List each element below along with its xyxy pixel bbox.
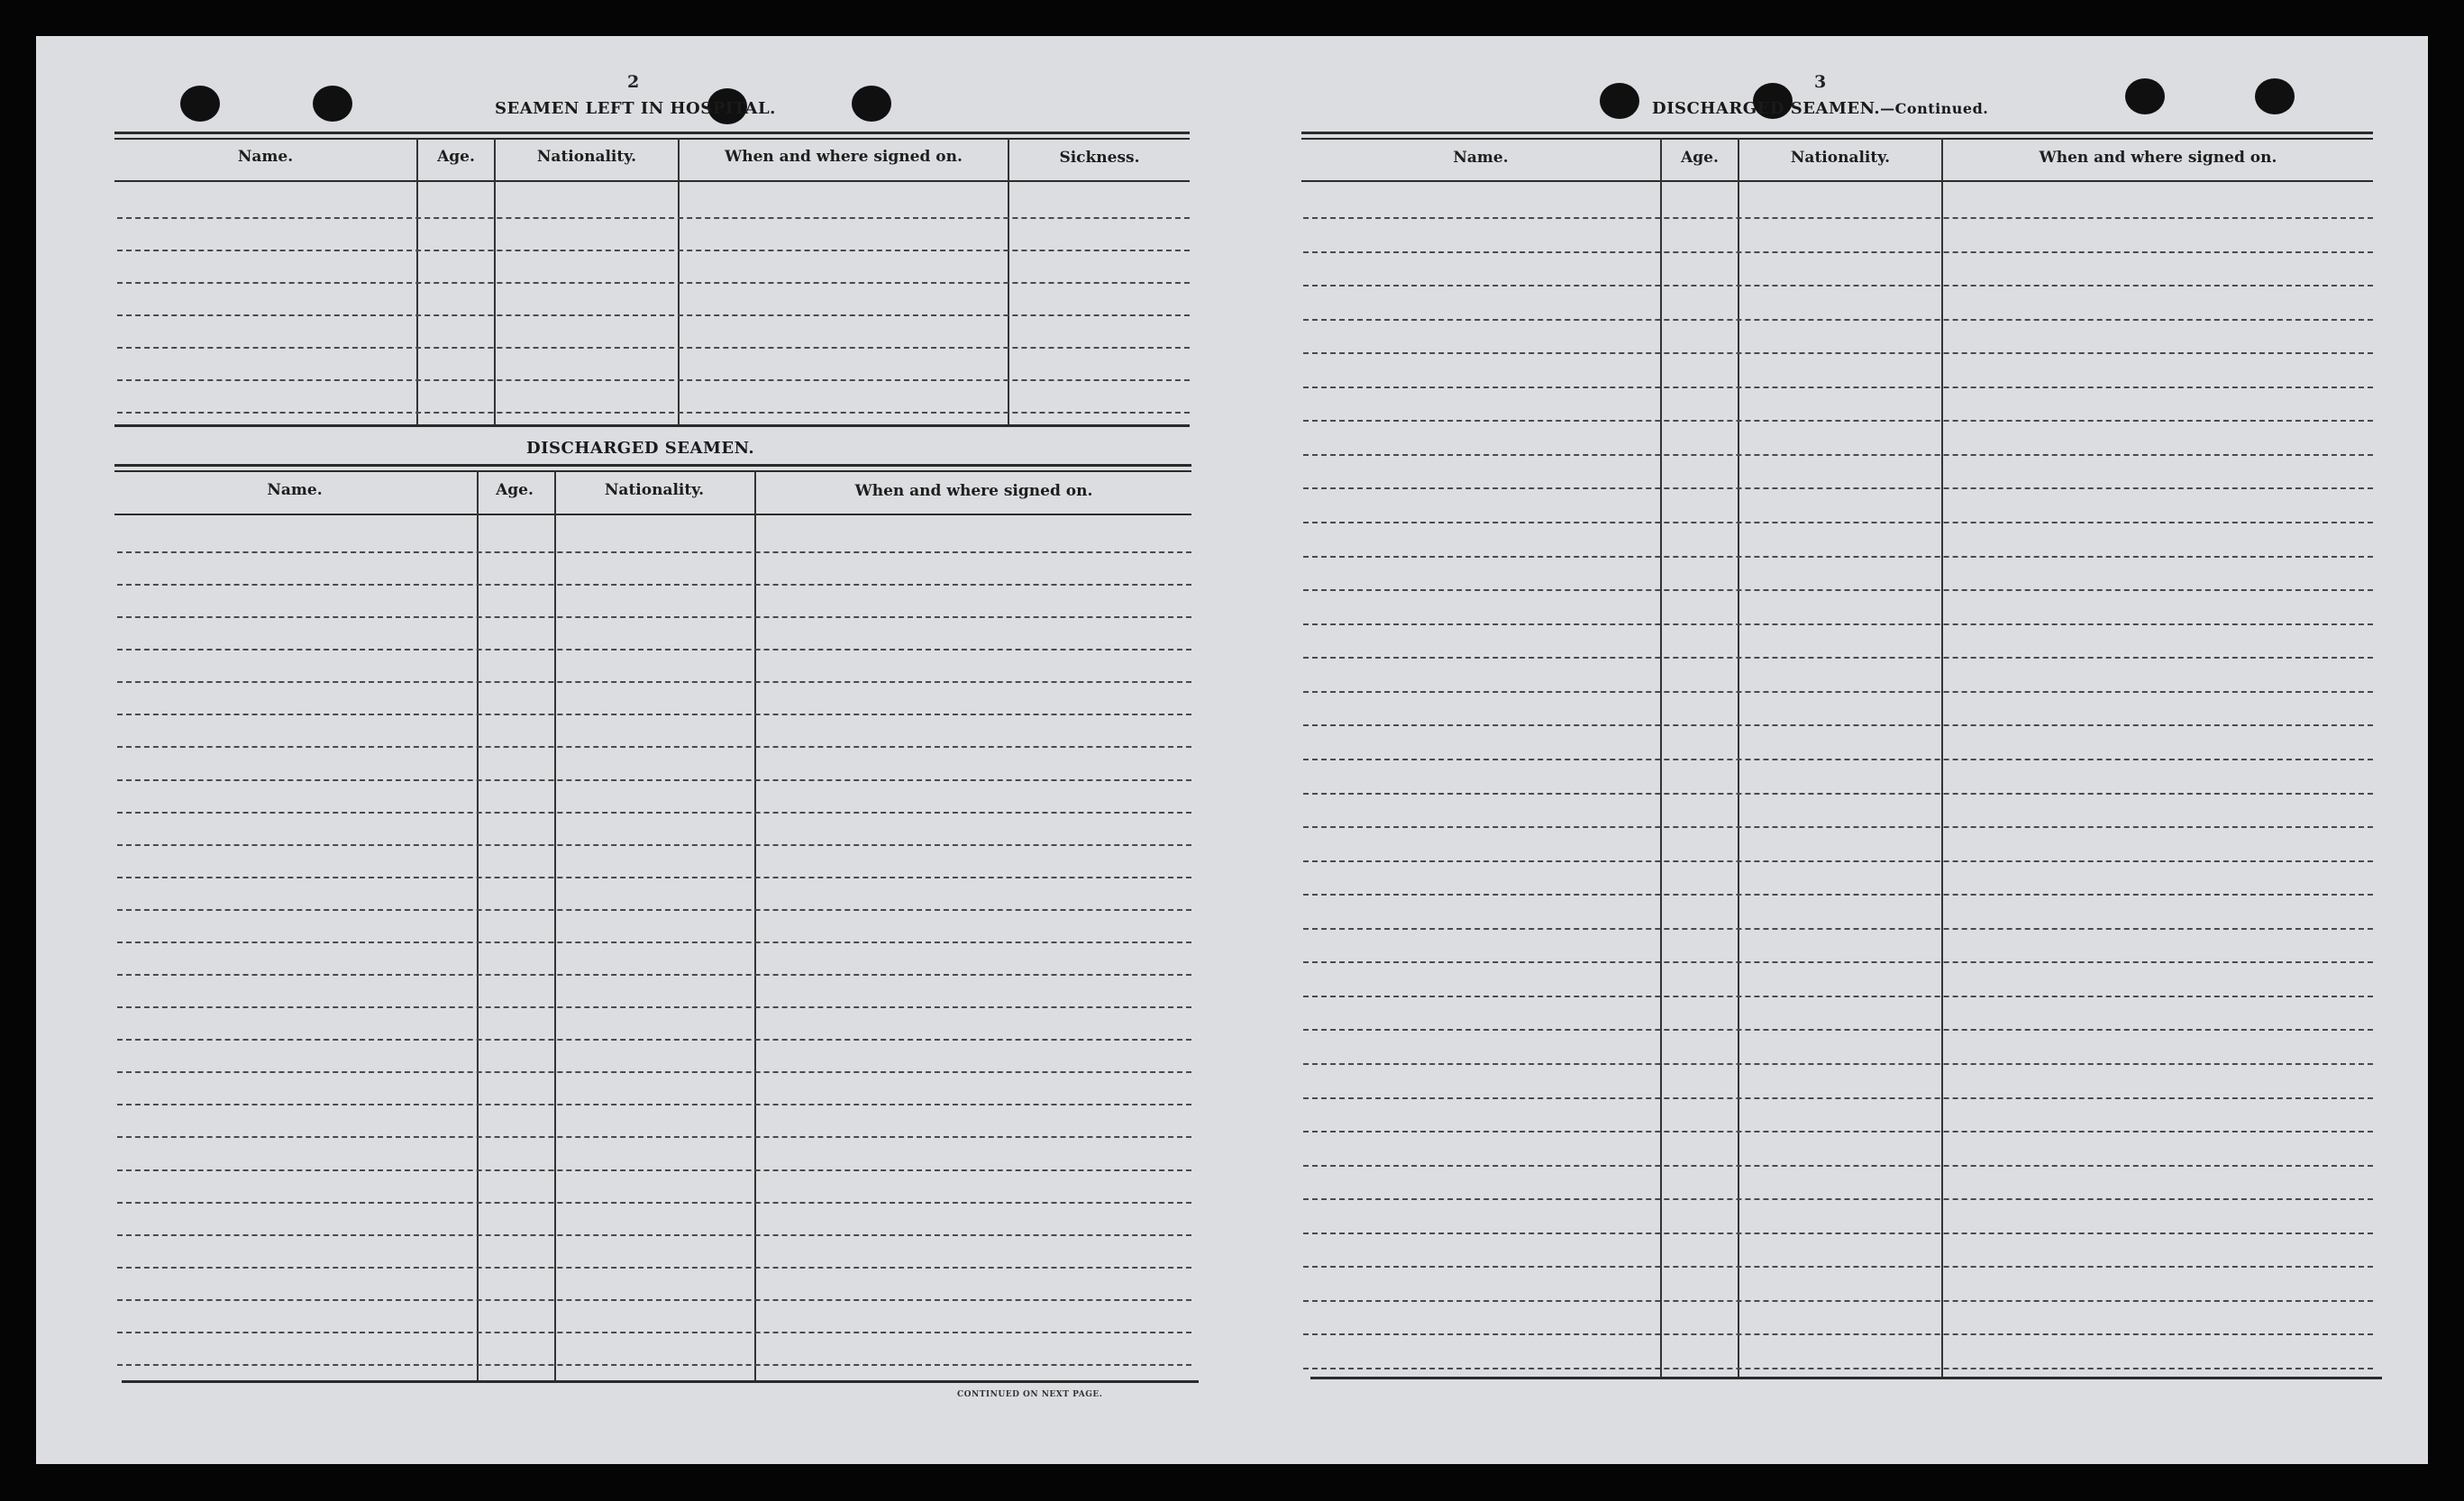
entry-line (117, 1267, 1191, 1269)
right-section-title (1652, 99, 1988, 118)
hospital-top-rule (114, 132, 1190, 134)
hospital-col-divider (1008, 138, 1009, 424)
continued-footer: CONTINUED ON NEXT PAGE. (957, 1390, 1103, 1399)
entry-line (1303, 487, 2373, 489)
entry-line (117, 812, 1191, 814)
entry-line (1303, 522, 2373, 523)
hospital-col-sickness: Sickness. (1059, 149, 1140, 167)
hospital-col-age: Age. (437, 148, 475, 166)
right-col-divider (1660, 138, 1662, 1377)
entry-line (117, 1104, 1191, 1105)
discharged-section-title: DISCHARGED SEAMEN. (526, 439, 755, 458)
right-col-divider (1738, 138, 1739, 1377)
hospital-top-rule-2 (114, 138, 1190, 140)
right-header-rule (1301, 180, 2373, 182)
entry-line (1303, 217, 2373, 219)
entry-line (1303, 724, 2373, 726)
hospital-bottom-rule (114, 424, 1190, 427)
entry-line (1303, 1131, 2373, 1133)
discharged-top-rule-2 (114, 470, 1191, 472)
entry-line (1303, 1300, 2373, 1302)
hospital-header-rule (114, 180, 1190, 182)
entry-line (117, 1136, 1191, 1138)
entry-line (117, 551, 1191, 553)
entry-line (1303, 1198, 2373, 1200)
entry-line (117, 714, 1191, 715)
entry-line (117, 649, 1191, 650)
discharged-top-rule (114, 464, 1191, 467)
hospital-col-nationality: Nationality. (536, 148, 637, 166)
right-title-main: DISCHARGED SEAMEN. (1652, 99, 1881, 118)
entry-line (117, 877, 1191, 878)
right-top-rule-2 (1301, 138, 2373, 140)
right-title-continued: —Continued. (1880, 100, 1989, 117)
punch-hole (852, 86, 891, 122)
entry-line (1303, 387, 2373, 388)
entry-line (117, 1234, 1191, 1236)
entry-line (1303, 1266, 2373, 1268)
entry-line (1303, 319, 2373, 321)
hospital-col-divider (678, 138, 680, 424)
entry-line (1303, 894, 2373, 896)
entry-line (117, 1006, 1191, 1008)
hospital-entry-line (117, 347, 1190, 349)
hospital-entry-line (117, 379, 1190, 381)
right-col-name: Name. (1453, 149, 1509, 167)
right-bottom-rule (1310, 1377, 2382, 1379)
entry-line (117, 779, 1191, 781)
punch-hole (2255, 78, 2295, 114)
discharged-col-divider (554, 470, 556, 1380)
entry-line (1303, 285, 2373, 287)
entry-line (117, 1202, 1191, 1204)
right-page-number: 3 (1814, 72, 1827, 92)
entry-line (1303, 1368, 2373, 1369)
right-col-signed-on: When and where signed on. (2039, 149, 2277, 167)
hospital-col-divider (416, 138, 418, 424)
right-col-divider (1941, 138, 1943, 1377)
discharged-header-rule (114, 514, 1191, 515)
hospital-section-title: SEAMEN LEFT IN HOSPITAL. (495, 99, 776, 118)
hospital-entry-line (117, 217, 1190, 219)
hospital-col-signed-on: When and where signed on. (725, 148, 963, 166)
entry-line (1303, 1233, 2373, 1234)
entry-line (1303, 928, 2373, 930)
right-col-nationality: Nationality. (1790, 149, 1891, 167)
entry-line (1303, 996, 2373, 997)
hospital-entry-line (117, 412, 1190, 414)
entry-line (1303, 1029, 2373, 1031)
discharged-col-name: Name. (267, 481, 323, 499)
entry-line (117, 616, 1191, 618)
entry-line (1303, 826, 2373, 828)
left-page-number: 2 (627, 72, 640, 92)
entry-line (1303, 420, 2373, 422)
entry-line (117, 1332, 1191, 1333)
hospital-col-divider (494, 138, 496, 424)
entry-line (117, 844, 1191, 846)
entry-line (117, 584, 1191, 586)
entry-line (117, 681, 1191, 683)
punch-hole (1600, 83, 1639, 119)
entry-line (117, 746, 1191, 748)
entry-line (117, 909, 1191, 911)
hospital-col-name: Name. (237, 148, 294, 166)
entry-line (1303, 759, 2373, 760)
right-top-rule (1301, 132, 2373, 134)
hospital-entry-line (117, 314, 1190, 316)
entry-line (1303, 1097, 2373, 1099)
entry-line (117, 974, 1191, 976)
entry-line (1303, 352, 2373, 354)
register-sheet (36, 36, 2428, 1464)
discharged-col-signed-on: When and where signed on. (854, 482, 1093, 500)
entry-line (117, 1039, 1191, 1041)
entry-line (1303, 657, 2373, 659)
entry-line (1303, 623, 2373, 625)
entry-line (1303, 454, 2373, 456)
entry-line (1303, 860, 2373, 862)
punch-hole (313, 86, 352, 122)
entry-line (1303, 556, 2373, 558)
discharged-col-age: Age. (496, 481, 534, 499)
entry-line (117, 942, 1191, 943)
punch-hole (2125, 78, 2165, 114)
discharged-col-nationality: Nationality. (604, 481, 705, 499)
entry-line (1303, 793, 2373, 795)
right-col-age: Age. (1681, 149, 1719, 167)
discharged-col-divider (754, 470, 756, 1380)
entry-line (117, 1169, 1191, 1171)
hospital-entry-line (117, 250, 1190, 251)
entry-line (1303, 251, 2373, 253)
punch-hole (180, 86, 220, 122)
entry-line (1303, 961, 2373, 963)
discharged-bottom-rule (122, 1380, 1199, 1383)
entry-line (1303, 1165, 2373, 1167)
entry-line (117, 1071, 1191, 1073)
entry-line (1303, 1333, 2373, 1335)
discharged-col-divider (477, 470, 479, 1380)
entry-line (1303, 691, 2373, 693)
entry-line (117, 1299, 1191, 1301)
entry-line (1303, 1063, 2373, 1065)
hospital-entry-line (117, 282, 1190, 284)
entry-line (1303, 589, 2373, 591)
entry-line (117, 1364, 1191, 1366)
